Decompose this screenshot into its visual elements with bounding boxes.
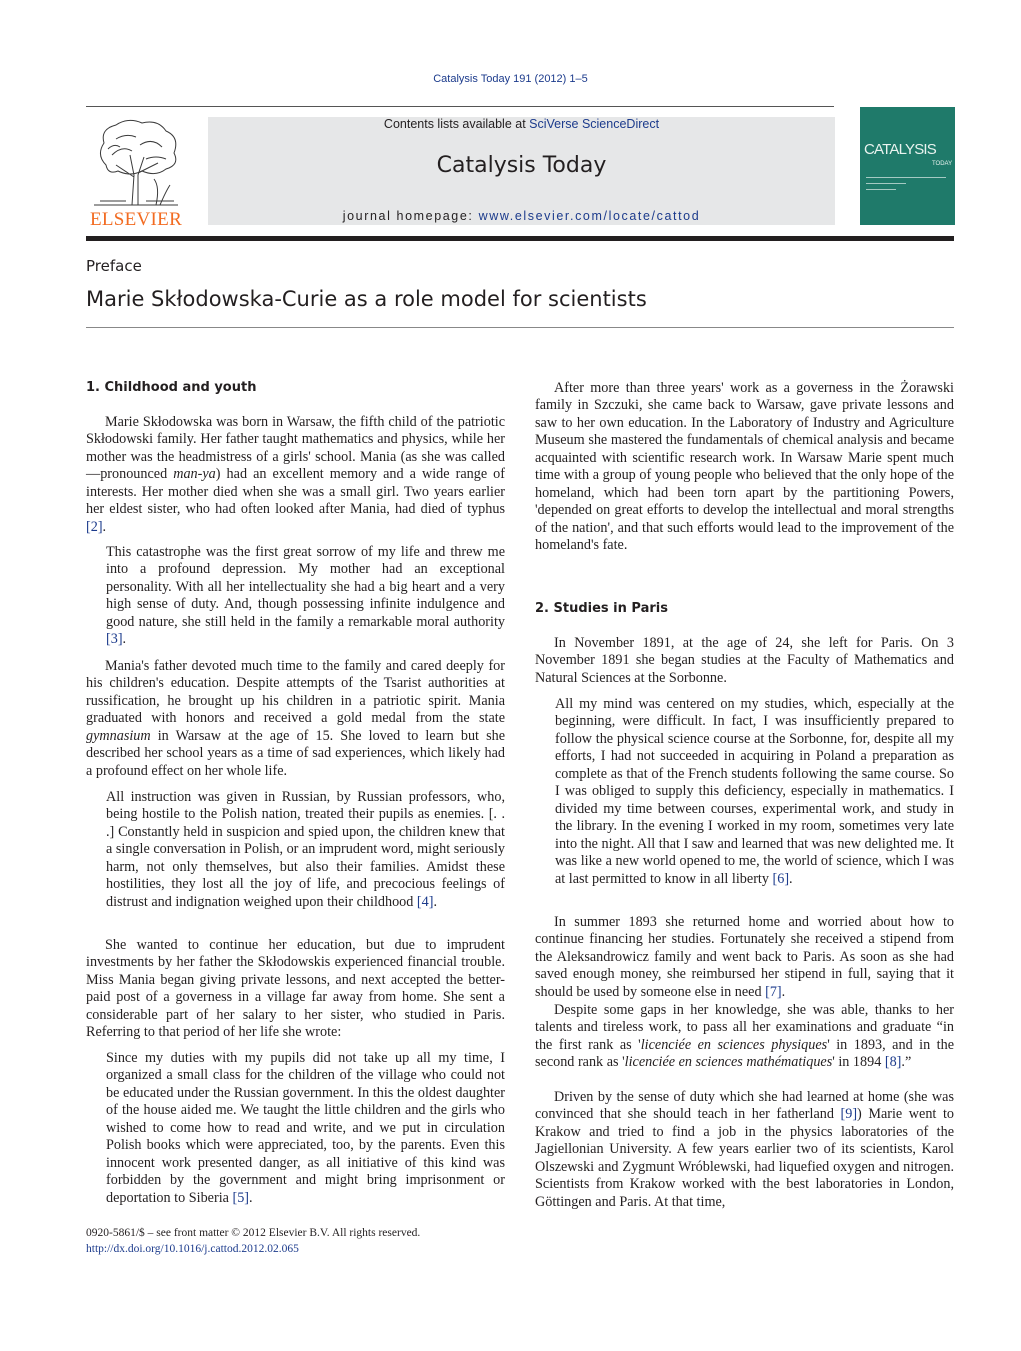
issn-line: 0920-5861/$ – see front matter © 2012 Elsevier B.V. All rights reserved.	[86, 1227, 421, 1239]
emphasis: man-ya	[173, 466, 216, 483]
journal-title: Catalysis Today	[436, 153, 607, 178]
reference-link[interactable]: [4]	[416, 893, 434, 910]
cover-subtitle: TODAY	[932, 161, 953, 167]
reference-link[interactable]: [2]	[86, 518, 103, 535]
text: Driven by the sense of duty which she had learned at home (she was convinced that she should teach in her fatherland	[535, 1089, 954, 1123]
cover-title: CATALYSIS	[864, 141, 936, 158]
text: ' in 1893, and in the second rank as	[535, 1036, 954, 1071]
section-heading-paris: 2. Studies in Paris	[535, 601, 668, 616]
reference-link[interactable]: [6]	[772, 870, 790, 887]
contents-list-line	[208, 117, 835, 131]
paragraph	[535, 1089, 954, 1211]
reference-link[interactable]: [5]	[232, 1189, 250, 1206]
text: Marie Skłodowska was born in Warsaw, the fifth child of the patriotic Skłodowski family. Her father taught mathematics and physics, while her mother was the headmistress of a girls' school. Mania (as she was called—pronounced	[86, 414, 505, 483]
elsevier-wordmark: ELSEVIER	[89, 209, 183, 230]
text: Despite some gaps in her knowledge, she was able, thanks to her talents and tireless work, to pass all her examinations and graduate “in the first rank as '	[535, 1002, 954, 1053]
cover-rule	[866, 183, 906, 184]
journal-homepage-link[interactable]: www.elsevier.com/locate/cattod	[478, 209, 701, 223]
article-type: Preface	[86, 257, 142, 275]
text: In summer 1893 she returned home and worried about how to continue financing her studies. Fortunately she received a stipend from the Aleksandrowicz family and went back to Paris. As soon as she had saved enough money, she reimbursed her stipend in full, saying that it should be used by someone else in need	[535, 914, 954, 1000]
doi-link[interactable]: http://dx.doi.org/10.1016/j.cattod.2012.02.065	[86, 1242, 299, 1255]
title-divider	[86, 327, 954, 328]
reference-link[interactable]: [9]	[840, 1106, 858, 1123]
sciencedirect-link[interactable]: SciVerse ScienceDirect	[529, 117, 660, 131]
reference-link[interactable]: [3]	[106, 631, 123, 648]
cover-rule	[866, 177, 946, 178]
emphasis: gymnasium	[86, 727, 151, 744]
journal-citation[interactable]: Catalysis Today 191 (2012) 1–5	[433, 73, 588, 85]
contents-prefix: Contents lists available at	[383, 117, 530, 131]
reference-link[interactable]: [7]	[765, 983, 782, 1000]
cover-rule	[866, 189, 896, 190]
paragraph	[86, 658, 505, 780]
block-quote: All my mind was centered on my studies, which, especially at the beginning, were difficult. In fact, I was insufficiently prepared to follow the physical science course at the Sorbonne, for, despite all my efforts, I had not succeeded in acquiring in Poland a preparation as complete as that of the French students following the same course. So I was obliged to supply this deficiency, especially in mathematics. I divided my time between courses, experimental work, and study in the library. In the evening I worked in my room, sometimes very late into the night. All that I saw and learned that was new delighted me. It was like a new world opened to me, the world of science, which I was at last permitted to know in all liberty [6].	[555, 696, 954, 887]
text: Since my duties with my pupils did not take up all my time, I organized a small class for the children of the village who could not be educated under the Russian government. In this the oldest daughter of the house aided me. We taught the little children and the girls who wished to come how to read and write, and we put in circulation Polish books which were appreciated, too, by the parents. Even this innocent work presented danger, as all initiative of this kind was forbidden by the government and might bring imprisonment or deportation to Siberia	[106, 1050, 505, 1206]
block-quote: This catastrophe was the first great sorrow of my life and threw me into a profound depression. My mother had an exceptional personality. With all her intellectuality she had a big heart and a very high sense of duty. And, though possessing infinite indulgence and good nature, she still held in the family a remarkable moral authority [3].	[106, 544, 505, 648]
text: ' in 1894	[832, 1054, 885, 1071]
article-title: Marie Skłodowska-Curie as a role model for scientists	[86, 287, 647, 311]
text: All instruction was given in Russian, by Russian professors, who, being hostile to the Polish nation, treated their pupils as enemies. [. . .] Constantly held in suspicion and spied upon, the children knew that a single conversation in Polish, or an imprudent word, might seriously harm, not only themselves, but also their families. Amidst these hostilities, they lost all the joy of life, and precocious feelings of distrust and indignation weighed upon their childhood	[106, 789, 505, 910]
block-quote: Since my duties with my pupils did not take up all my time, I organized a small class for the children of the village who could not be educated under the Russian government. In this the oldest daughter of the house aided me. We taught the little children and the girls who wished to come how to read and write, and we put in circulation Polish books which were appreciated, too, by the parents. Even this innocent work presented danger, as all initiative of this kind was forbidden by the government and might bring imprisonment or deportation to Siberia [5].	[106, 1050, 505, 1206]
journal-banner	[208, 117, 835, 225]
paragraph: Despite some gaps in her knowledge, she was able, thanks to her talents and tireless work, to pass all her examinations and graduate “in the first rank as 'licenciée en sciences physiques' in 1893, and in the second rank as 'licenciée en sciences mathématiques' in 1894 [8].”	[535, 1002, 954, 1071]
journal-homepage-line	[208, 209, 835, 223]
header-rule	[86, 106, 834, 107]
text: ) Marie went to Krakow and tried to find a job in the physics laboratories of the Jagiellonian University. A few years earlier two of its scientists, Karol Olszewski and Zygmunt Wróblewski, had liquefied oxygen and nitrogen. Scientists from Krakow worked with the best laboratories in London, Göttingen and Paris. At that time,	[535, 1106, 954, 1210]
elsevier-logo[interactable]	[86, 115, 186, 228]
homepage-prefix: journal homepage:	[342, 209, 479, 223]
tree-icon	[86, 115, 186, 207]
text: in Warsaw at the age of 15. She loved to learn but she described her school years as a time of sad experiences, which likely had a profound effect on her whole life.	[86, 727, 505, 779]
section-heading-childhood: 1. Childhood and youth	[86, 380, 257, 395]
thick-divider	[86, 236, 954, 241]
paragraph: She wanted to continue her education, but due to imprudent investments by her father the Skłodowskis experienced financial trouble. Miss Mania began giving private lessons, and next accepted the better-paid post of a governess in a village far away from home. She sent a considerable part of her salary to her sister, who studied in Paris. Referring to that period of her life she wrote:	[86, 937, 505, 1041]
text: Mania's father devoted much time to the family and cared deeply for his children's education. Despite attempts of the Tsarist authorities at russification, he brought up his children in a patriotic spirit. Mania graduated with honors and received a gold medal from the state	[86, 658, 505, 727]
emphasis: licenciée en sciences mathématiques	[624, 1054, 833, 1071]
paragraph: In summer 1893 she returned home and worried about how to continue financing her studies. Fortunately she received a stipend from the Aleksandrowicz family and went back to Paris. As soon as she had saved enough money, she reimbursed her stipend in full, saying that it should be used by someone else in need [7].	[535, 914, 954, 1000]
text: All my mind was centered on my studies, which, especially at the beginning, were difficult. In fact, I was insufficiently prepared to follow the physical science course at the Sorbonne, for, despite all my efforts, I had not succeeded in acquiring in Poland a preparation as complete as that of the French students following the same course. So I was obliged to supply this deficiency, especially in mathematics. I divided my time between courses, experimental work, and study in the library. In the evening I worked in my room, sometimes very late into the night. All that I saw and learned that was new delighted me. It was like a new world opened to me, the world of science, which I was at last permitted to know in all liberty	[555, 696, 954, 887]
journal-cover[interactable]	[860, 107, 955, 225]
footer	[86, 1226, 506, 1257]
paragraph: After more than three years' work as a governess in the Żorawski family in Szczuki, she came back to Warsaw, gave private lessons and saw to her own education. In the Laboratory of Industry and Agriculture Museum she mastered the fundamentals of chemical analysis and became acquainted with scientific research work. In Warsaw Marie spent much time with a group of young people who believed that the only hope of the homeland, which had been torn apart by the partitioning Powers, 'depended on great efforts to develop the intellectual and moral strengths of the nation', and that such efforts would lead to the improvement of the homeland's fate.	[535, 380, 954, 554]
text: .”	[901, 1054, 912, 1071]
text: This catastrophe was the first great sorrow of my life and threw me into a profound depression. My mother had an exceptional personality. With all her intellectuality she had a big heart and a very high sense of duty. And, though possessing infinite indulgence and good nature, she still held in the family a remarkable moral authority	[106, 544, 505, 630]
paragraph: Marie Skłodowska was born in Warsaw, the fifth child of the patriotic Skłodowski family. Her father taught mathematics and physics, while her mother was the headmistress of a girls' school. Mania (as she was called—pronounced man-ya) had an excellent memory and a wide range of interests. Her mother died when she was a small girl. Two years earlier her eldest sister, who had often looked after Mania, had died of typhus [2].	[86, 414, 505, 535]
paragraph: In November 1891, at the age of 24, she left for Paris. On 3 November 1891 she began studies at the Faculty of Mathematics and Natural Sciences at the Sorbonne.	[535, 635, 954, 686]
block-quote: All instruction was given in Russian, by Russian professors, who, being hostile to the Polish nation, treated their pupils as enemies. [. . .] Constantly held in suspicion and spied upon, the children knew that a single conversation in Polish, or an imprudent word, might seriously harm, not only themselves, but also their families. Amidst these hostilities, they lost all the joy of life, and precocious feelings of distrust and indignation weighed upon their childhood [4].	[106, 789, 505, 910]
reference-link[interactable]: [8]	[884, 1054, 902, 1071]
emphasis: licenciée en sciences physiques	[640, 1036, 828, 1053]
text: ) had an excellent memory and a wide range of interests. Her mother died when she was a small girl. Two years earlier her eldest sister, who had often looked after Mania, had died of typhus	[86, 466, 505, 518]
